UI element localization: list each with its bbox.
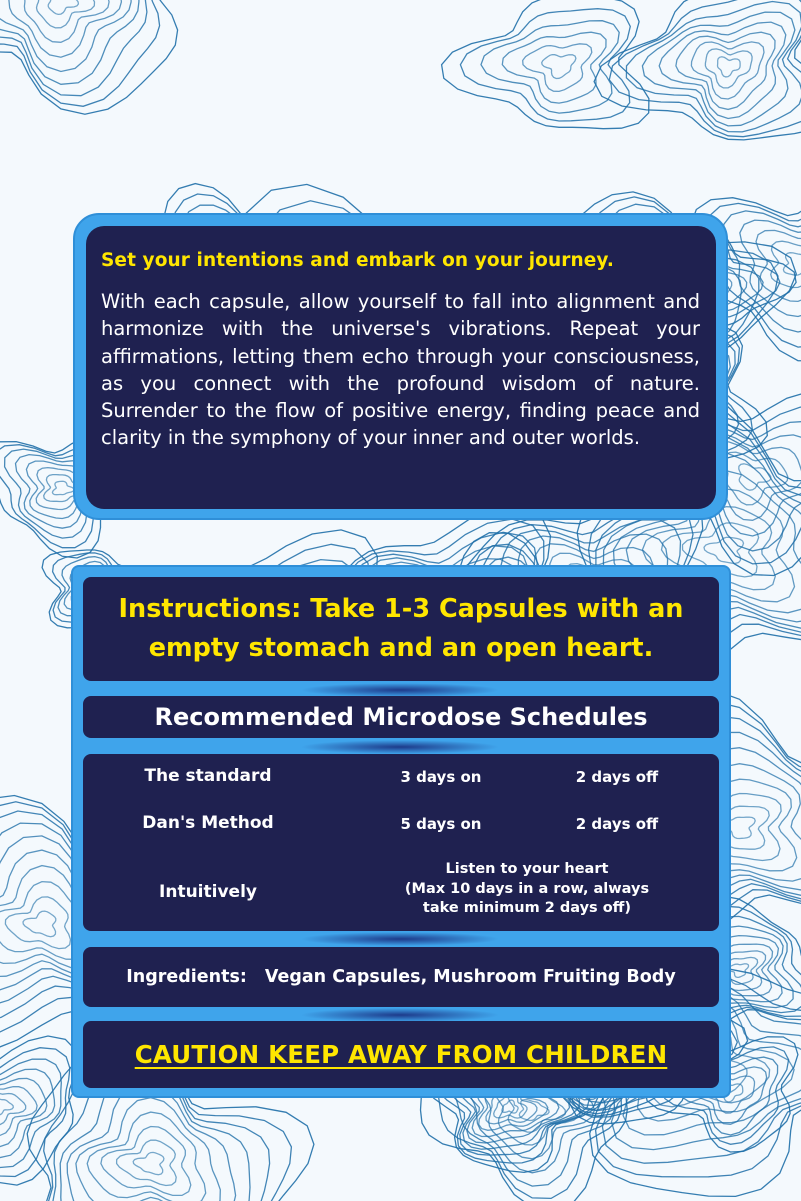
schedule-note-line: (Max 10 days in a row, always (404, 880, 650, 897)
divider-glow (300, 1008, 500, 1022)
instructions-text (119, 590, 684, 668)
ingredients-text (126, 967, 675, 987)
contour-line (705, 49, 752, 88)
contour-line (481, 21, 619, 113)
schedules-title: Recommended Microdose Schedules (154, 703, 648, 731)
contour-line (52, 481, 74, 494)
contour-line (23, 911, 56, 937)
schedule-note-line: take minimum 2 days off) (422, 900, 632, 916)
caution-warning: CAUTION KEEP AWAY FROM CHILDREN (134, 1040, 668, 1069)
schedule-days-off: 2 days off (575, 768, 659, 786)
ingredients-label: Ingredients: (126, 967, 247, 987)
schedule-days-on: 5 days on (400, 815, 482, 833)
schedule-note-line: Listen to your heart (445, 861, 609, 877)
contour-line (542, 55, 576, 79)
contour-line (5, 0, 122, 57)
divider-glow (300, 740, 500, 754)
instructions-line: Instructions: Take 1-3 Capsules with an (118, 594, 684, 624)
ingredients-panel (83, 947, 719, 1007)
schedule-note (367, 860, 687, 919)
contour-line (739, 464, 771, 490)
contour-line (0, 0, 178, 114)
contour-line (626, 2, 801, 132)
schedule-days-on: 3 days on (400, 768, 482, 786)
contour-line (34, 0, 95, 28)
caution-panel (83, 1021, 719, 1088)
contour-line (117, 1140, 177, 1185)
contour-line (101, 1127, 191, 1196)
contour-line (0, 1097, 13, 1115)
divider-glow (300, 683, 500, 697)
contour-line (67, 1084, 235, 1201)
divider-glow (300, 932, 500, 946)
contour-line (460, 9, 630, 121)
intention-panel (86, 226, 716, 509)
schedule-name: Intuitively (159, 882, 257, 902)
contour-line (0, 1081, 37, 1135)
schedules-table (83, 754, 719, 931)
schedule-days-off: 2 days off (575, 815, 659, 833)
ingredients-value: Vegan Capsules, Mushroom Fruiting Body (264, 967, 676, 987)
instructions-line: empty stomach and an open heart. (148, 633, 654, 663)
contour-line (133, 1152, 164, 1174)
contour-line (0, 0, 164, 106)
intention-heading: Set your intentions and embark on your journey. (101, 250, 614, 271)
schedule-name: The standard (144, 766, 272, 786)
contour-line (523, 44, 592, 92)
schedules-title-panel (83, 696, 719, 738)
contour-line (5, 897, 70, 949)
intention-body: With each capsule, allow yourself to fall into alignment and harmonize with the universe's vibrations. Repeat your affirmations, letting them echo through your consciousness, as you connect with the profound wisdom of nature. Surrender to the flow of positive energy, finding peace and clarity in the symphony of your inner and outer worlds. (101, 290, 700, 450)
contour-line (718, 57, 741, 77)
schedule-name: Dan's Method (142, 813, 274, 833)
instructions-panel (83, 577, 719, 681)
